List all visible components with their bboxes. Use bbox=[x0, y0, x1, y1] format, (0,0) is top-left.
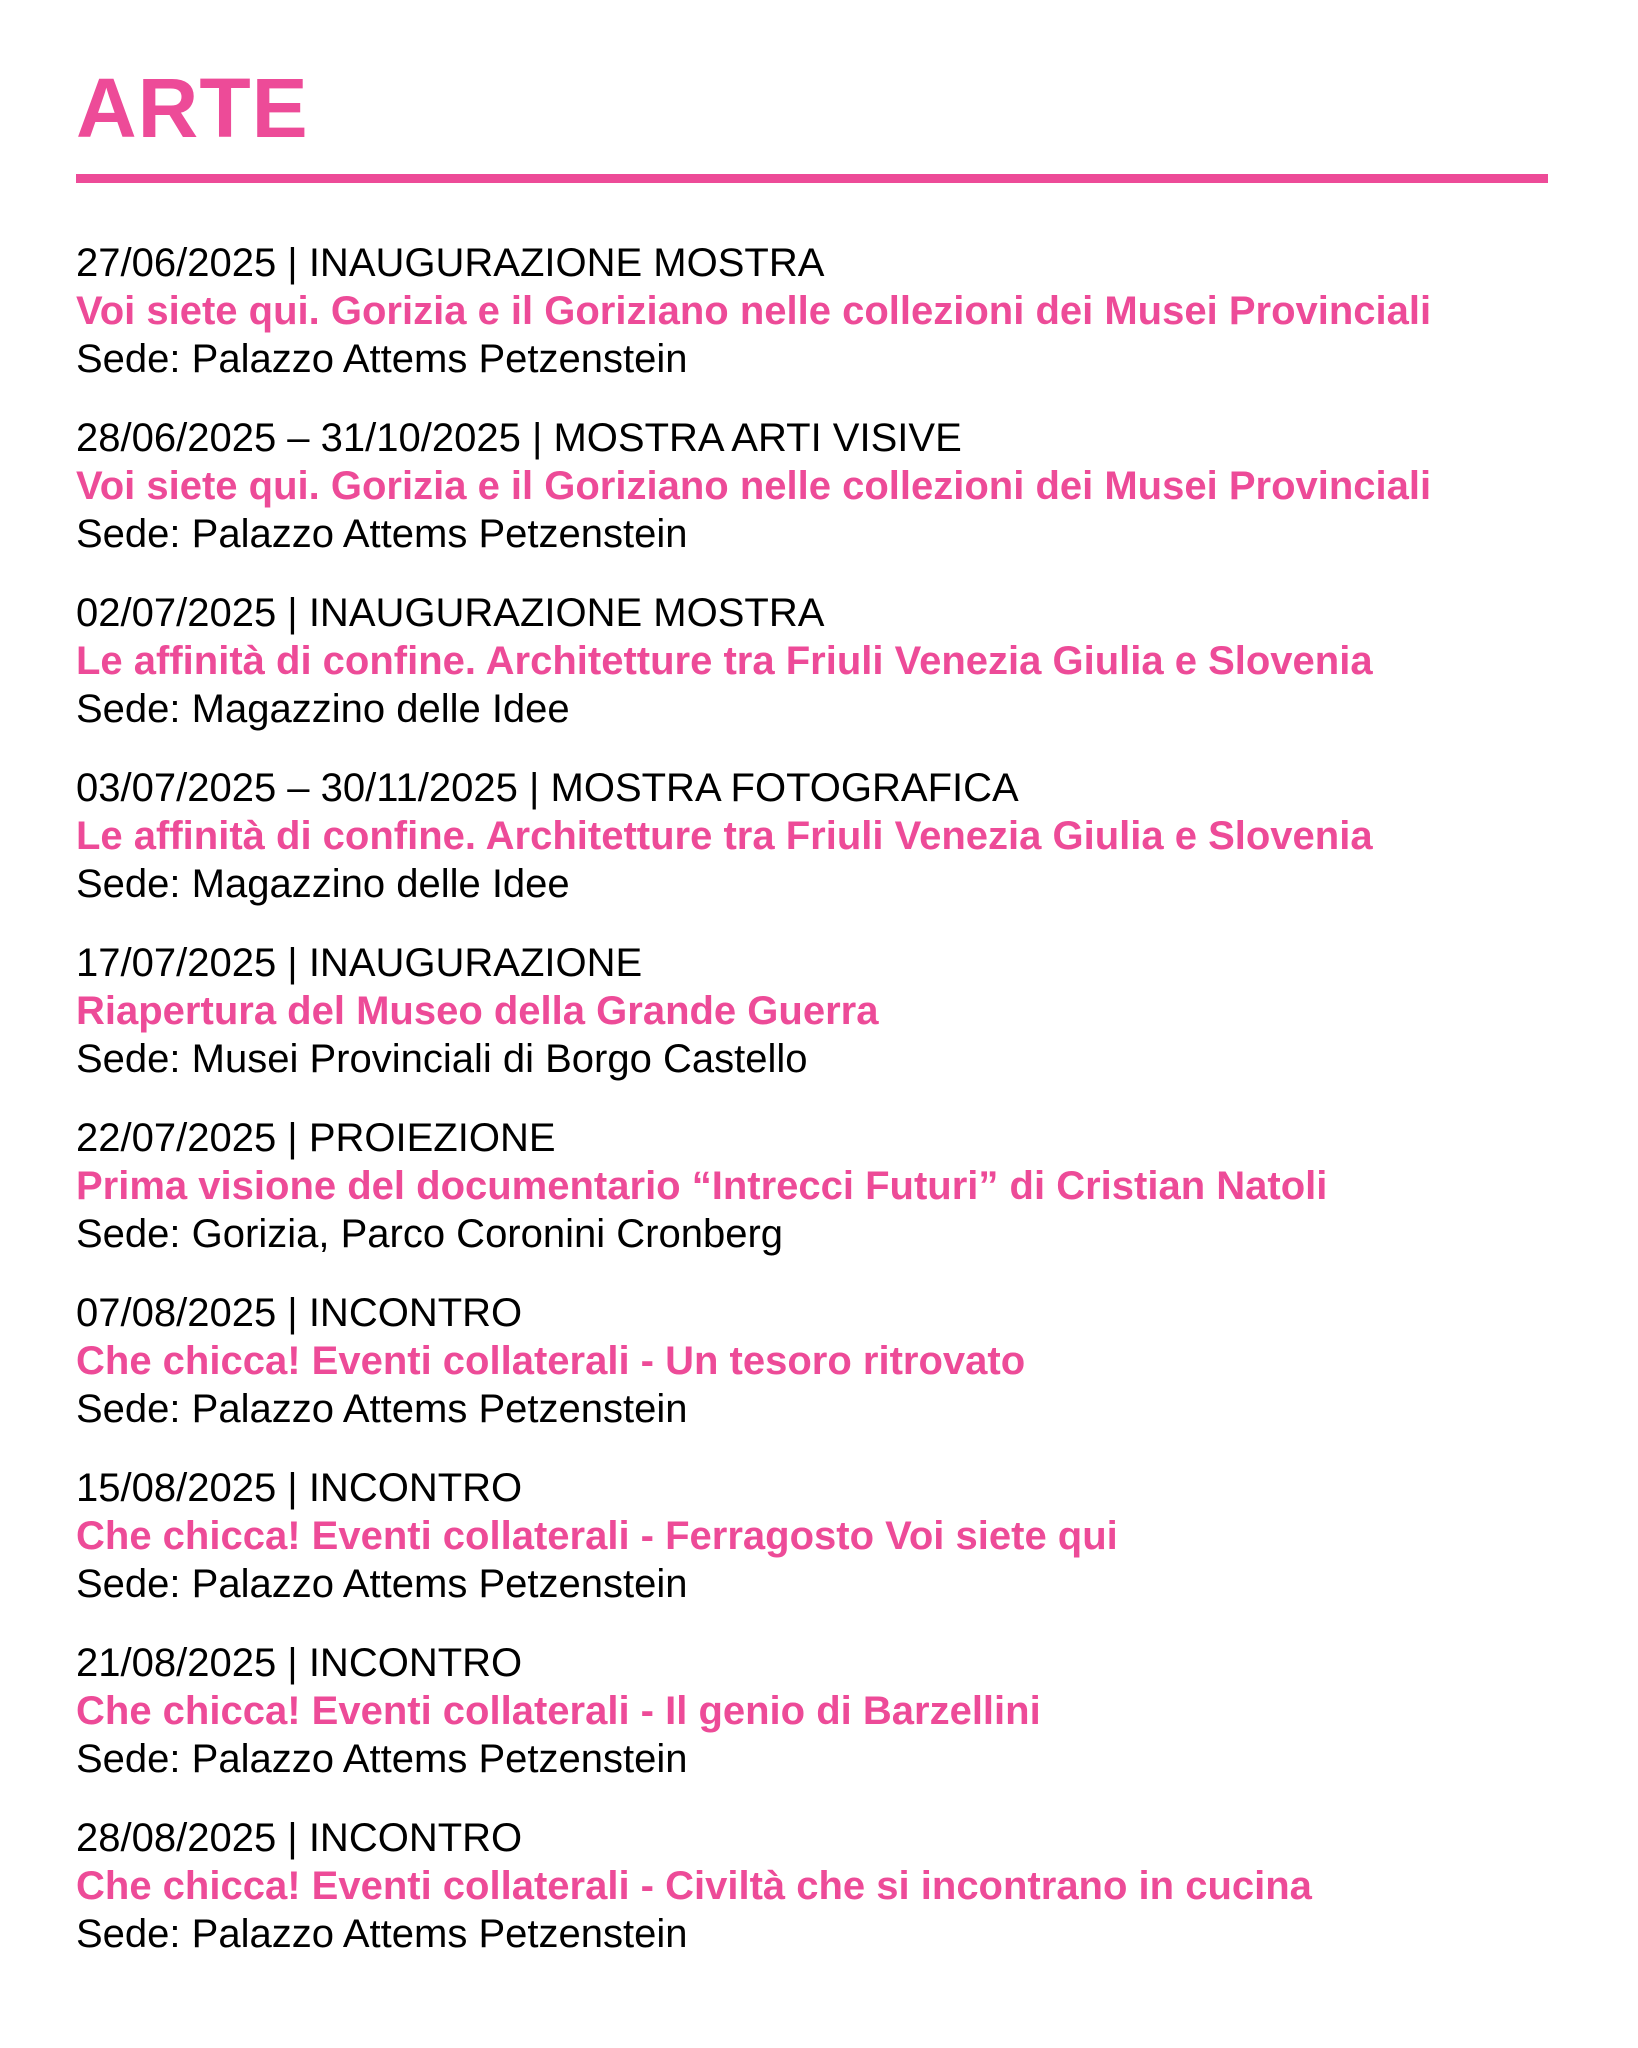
event-title: Che chicca! Eventi collaterali - Un tesoro ritrovato bbox=[76, 1339, 1026, 1384]
event-date-line: 28/06/2025 – 31/10/2025 | MOSTRA ARTI VISIVE bbox=[76, 416, 962, 461]
event-item bbox=[76, 414, 1548, 558]
event-title: Le affinità di confine. Architetture tra Friuli Venezia Giulia e Slovenia bbox=[76, 814, 1373, 859]
event-venue: Sede: Palazzo Attems Petzenstein bbox=[76, 1387, 688, 1432]
event-date-line: 27/06/2025 | INAUGURAZIONE MOSTRA bbox=[76, 241, 825, 286]
event-venue: Sede: Palazzo Attems Petzenstein bbox=[76, 1737, 688, 1782]
title-underline-rule bbox=[76, 174, 1548, 183]
event-date-line: 15/08/2025 | INCONTRO bbox=[76, 1466, 523, 1511]
event-title: Che chicca! Eventi collaterali - Civiltà che si incontrano in cucina bbox=[76, 1864, 1312, 1909]
event-date-line: 22/07/2025 | PROIEZIONE bbox=[76, 1116, 556, 1161]
event-item bbox=[76, 1639, 1548, 1783]
event-venue: Sede: Palazzo Attems Petzenstein bbox=[76, 1562, 688, 1607]
event-date-line: 03/07/2025 – 30/11/2025 | MOSTRA FOTOGRAFICA bbox=[76, 766, 1019, 811]
event-date-line: 28/08/2025 | INCONTRO bbox=[76, 1816, 523, 1861]
event-list bbox=[76, 239, 1548, 1958]
event-date-line: 02/07/2025 | INAUGURAZIONE MOSTRA bbox=[76, 591, 825, 636]
event-date-line: 07/08/2025 | INCONTRO bbox=[76, 1291, 523, 1336]
event-item bbox=[76, 1464, 1548, 1608]
event-venue: Sede: Palazzo Attems Petzenstein bbox=[76, 512, 688, 557]
event-venue: Sede: Magazzino delle Idee bbox=[76, 862, 570, 907]
page-title: ARTE bbox=[76, 61, 309, 155]
event-item bbox=[76, 239, 1548, 383]
event-venue: Sede: Magazzino delle Idee bbox=[76, 687, 570, 732]
event-item bbox=[76, 764, 1548, 908]
event-item bbox=[76, 589, 1548, 733]
event-title: Voi siete qui. Gorizia e il Goriziano nelle collezioni dei Musei Provinciali bbox=[76, 464, 1432, 509]
page-header bbox=[76, 61, 1548, 183]
event-date-line: 21/08/2025 | INCONTRO bbox=[76, 1641, 523, 1686]
event-venue: Sede: Palazzo Attems Petzenstein bbox=[76, 337, 688, 382]
event-title: Riapertura del Museo della Grande Guerra bbox=[76, 989, 879, 1034]
event-date-line: 17/07/2025 | INAUGURAZIONE bbox=[76, 941, 643, 986]
event-title: Prima visione del documentario “Intrecci Futuri” di Cristian Natoli bbox=[76, 1164, 1328, 1209]
event-title: Voi siete qui. Gorizia e il Goriziano nelle collezioni dei Musei Provinciali bbox=[76, 289, 1432, 334]
event-item bbox=[76, 1289, 1548, 1433]
event-title: Che chicca! Eventi collaterali - Ferragosto Voi siete qui bbox=[76, 1514, 1118, 1559]
event-item bbox=[76, 1814, 1548, 1958]
event-venue: Sede: Musei Provinciali di Borgo Castello bbox=[76, 1037, 808, 1082]
event-item bbox=[76, 1114, 1548, 1258]
event-item bbox=[76, 939, 1548, 1083]
event-venue: Sede: Gorizia, Parco Coronini Cronberg bbox=[76, 1212, 784, 1257]
event-title: Che chicca! Eventi collaterali - Il genio di Barzellini bbox=[76, 1689, 1041, 1734]
event-venue: Sede: Palazzo Attems Petzenstein bbox=[76, 1912, 688, 1957]
event-title: Le affinità di confine. Architetture tra Friuli Venezia Giulia e Slovenia bbox=[76, 639, 1373, 684]
